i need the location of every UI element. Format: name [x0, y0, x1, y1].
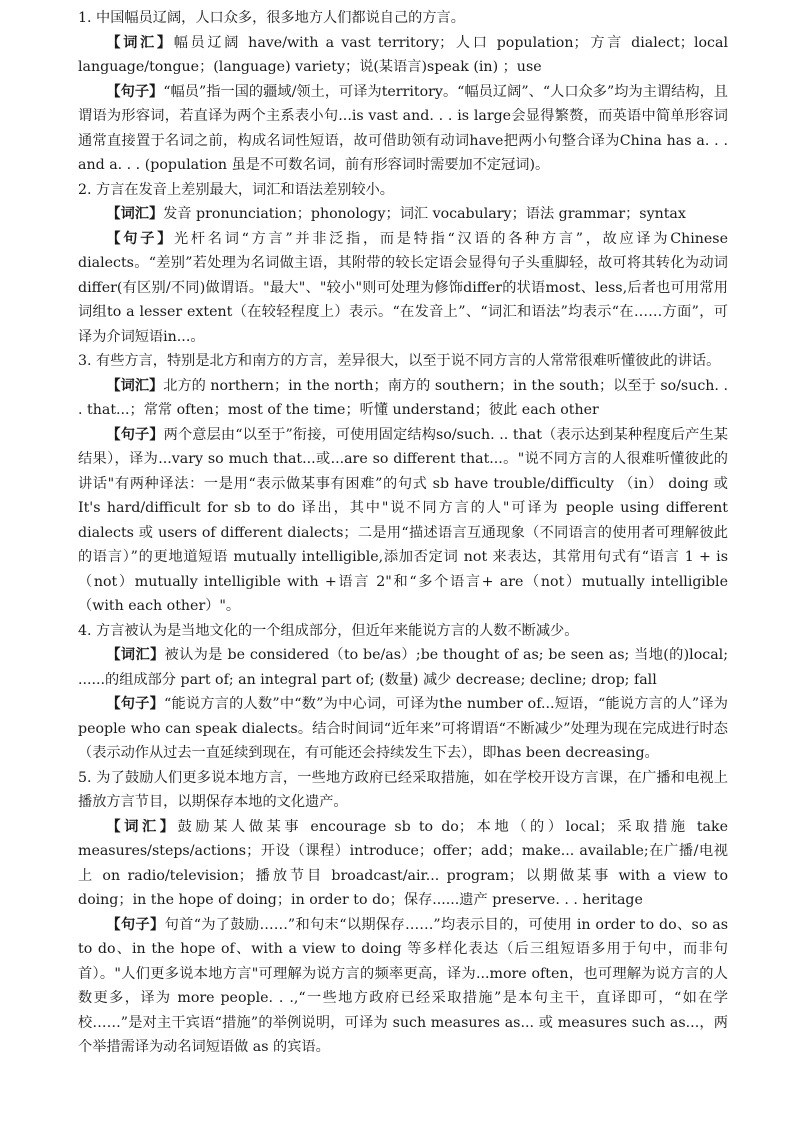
sentence-text: 句首“为了鼓励……”和句末“以期保存……”均表示目的，可使用 in order to do、so as to do、in the hope of、with a view to doing 等多样化表达（后三组短语多用于句中，而非句首）。"人们更多说本地方言"可理解为说方言的频率更高，译为...more often，也可理解为说方言的人数更多，译为 more people. . .,“一些地方政府已经采取措施”是本句主干，直译即可，“如在学校……”是对主干宾语“措施”的举例说明，可译为 such measures as... 或 measures such as...，两个举措需译为动名词短语做 as 的宾语。 — [78, 916, 728, 1055]
sentence-heading: 3. 有些方言，特别是北方和南方的方言，差异很大，以至于说不同方言的人常常很难听懂彼此的讲话。 — [78, 353, 721, 369]
vocab-text: 被认为是 be considered（to be/as）;be thought of as; be seen as; 当地(的)local; ......的组成部分 part of; an integral part of; (数量) 减少 decrease; decline; drop; fall — [78, 647, 728, 688]
vocab-tag: 【词汇】 — [106, 647, 165, 663]
vocab-note — [78, 202, 728, 227]
section-3 — [78, 349, 728, 619]
sentence-tag: 【句子】 — [106, 83, 164, 100]
section-4 — [78, 619, 728, 766]
vocab-text: 北方的 northern；in the north；南方的 southern；in the south；以至于 so/such. . . that...；常常 often；most of the time；听懂 understand；彼此 each other — [78, 377, 728, 418]
section-1 — [78, 6, 728, 178]
sentence-heading: 2. 方言在发音上差别最大，词汇和语法差别较小。 — [78, 181, 394, 198]
vocab-tag: 【词汇】 — [106, 34, 174, 51]
sentence-heading: 4. 方言被认为是当地文化的一个组成部分，但近年来能说方言的人数不断减少。 — [78, 622, 579, 639]
sentence-note — [78, 423, 728, 619]
vocab-note — [78, 31, 728, 80]
sentence-note — [78, 913, 728, 1060]
sentence-note — [78, 227, 728, 350]
sentence-tag: 【句子】 — [106, 696, 165, 712]
sentence-note — [78, 692, 728, 766]
section-2 — [78, 178, 728, 350]
sentence-text: “幅员”指一国的疆域/领土，可译为territory。“幅员辽阔”、“人口众多”均为主谓结构，且谓语为形容词，若直译为两个主系表小句...is vast and. . . is large会显得繁赘，而英语中简单形容词通常直接置于名词之前，构成名词性短语，故可借助领有动词have把两小句整合译为China has a. . . and a. . . (population 虽是不可数名词，前有形容词时需要加不定冠词)。 — [78, 83, 728, 173]
vocab-tag: 【词汇】 — [106, 377, 164, 394]
vocab-note — [78, 815, 728, 913]
vocab-text: 鼓励某人做某事 encourage sb to do；本地（的）local；采取措施 take measures/steps/actions；开设（课程）introduce；offer；add；make... available;在广播/电视上 on radio/television；播放节目 broadcast/air... program；以期做某事 with a view to doing；in the hope of doing；in order to do；保存......遗产 preserve. . . heritage — [78, 818, 728, 908]
vocab-note — [78, 643, 728, 692]
vocab-text: 发音 pronunciation；phonology；词汇 vocabulary；语法 grammar；syntax — [163, 206, 686, 222]
vocab-text: 幅员辽阔 have/with a vast territory；人口 population；方言 dialect；local language/tongue；(language) variety；说(某语言)speak (in) ；use — [78, 34, 728, 75]
sentence-heading: 1. 中国幅员辽阔，人口众多，很多地方人们都说自己的方言。 — [78, 10, 465, 26]
sentence-tag: 【句子】 — [106, 426, 164, 443]
sentence-tag: 【句子】 — [106, 230, 174, 247]
section-5 — [78, 766, 728, 1060]
vocab-note — [78, 374, 728, 423]
sentence-text: “能说方言的人数”中“数”为中心词，可译为the number of...短语，“能说方言的人”译为 people who can speak dialects。结合时间词“近年来”可将谓语“不断减少”处理为现在完成进行时态（表示动作从过去一直延续到现在，有可能还会持续发生下去），即has been decreasing。 — [78, 696, 728, 761]
sentence-text: 光杆名词“方言”并非泛指，而是特指“汉语的各种方言”，故应译为Chinese dialects。“差别”若处理为名词做主语，其附带的较长定语会显得句子头重脚轻，故可将其转化为动词differ(有区别/不同)做谓语。"最大"、"较小"则可处理为修饰differ的状语most、less,后者也可用常用词组to a lesser extent（在较轻程度上）表示。“在发音上”、“词汇和语法”均表示“在……方面”，可译为介词短语in...。 — [78, 230, 728, 345]
vocab-tag: 【词汇】 — [106, 206, 164, 222]
sentence-heading: 5. 为了鼓励人们更多说本地方言，一些地方政府已经采取措施，如在学校开设方言课，在广播和电视上播放方言节目，以期保存本地的文化遗产。 — [78, 769, 728, 810]
sentence-note — [78, 80, 728, 178]
vocab-tag: 【词汇】 — [106, 818, 178, 835]
sentence-tag: 【句子】 — [106, 916, 165, 933]
sentence-text: 两个意层由“以至于”衔接，可使用固定结构so/such. .. that（表示达到某种程度后产生某结果），译为...vary so much that...或...are so different that...。"说不同方言的人很难听懂彼此的讲话"有两种译法：一是用“表示做某事有困难”的句式 sb have trouble/difficulty （in） doing 或 It's hard/difficult for sb to do 译出，其中"说不同方言的人"可译为 people using different dialects 或 users of different dialects；二是用“描述语言互通现象（不同语言的使用者可理解彼此的语言）”的更地道短语 mutually intelligible,添加否定词 not 来表达，其常用句式有“语言 1 + is（not）mutually intelligible with +语言 2"和“多个语言+ are（not）mutually intelligible（with each other）"。 — [78, 426, 728, 614]
